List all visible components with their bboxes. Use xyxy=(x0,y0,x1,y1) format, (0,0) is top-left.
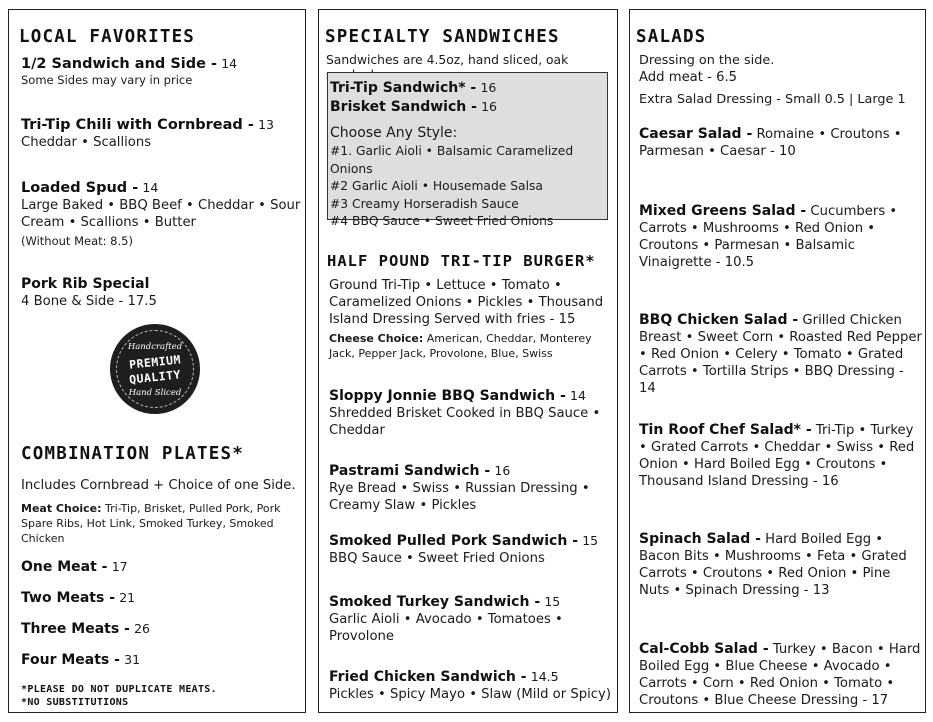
tritip-sandwich-name: Tri-Tip Sandwich* - xyxy=(330,80,477,96)
mixed-greens-desc: Cucumbers • Carrots • Mushrooms • Red Onion • Croutons • Parmesan • Balsamic Vinaigrette - 10.5 xyxy=(639,204,898,270)
rib-name: Pork Rib Special xyxy=(21,276,150,292)
style-title: Choose Any Style: xyxy=(330,125,458,141)
cobb-salad-desc: Turkey • Bacon • Hard Boiled Egg • Blue Cheese • Avocado • Carrots • Corn • Red Onion • Tomato • Croutons • Blue Cheese Dressing - 17 xyxy=(639,642,921,708)
spinach-salad-desc: Hard Boiled Egg • Bacon Bits • Mushrooms • Feta • Grated Carrots • Croutons • Red Onion • Pine Nuts • Spinach Dressing - 13 xyxy=(639,532,907,598)
combo-note-duplicate: *PLEASE DO NOT DUPLICATE MEATS. xyxy=(21,684,217,695)
pastrami-item xyxy=(329,462,613,514)
chili-name: Tri-Tip Chili with Cornbread - xyxy=(21,117,254,133)
pastrami-desc: Rye Bread • Swiss • Russian Dressing • Creamy Slaw • Pickles xyxy=(329,481,590,513)
burger-heading: HALF POUND TRI-TIP BURGER* xyxy=(327,252,596,270)
bbq-chicken-salad-item xyxy=(639,312,923,397)
combo-notes xyxy=(21,683,217,709)
pulled-pork-price: 15 xyxy=(582,533,599,548)
three-meats-name: Three Meats - xyxy=(21,621,130,637)
chili-price: 13 xyxy=(258,117,274,132)
four-meats-price: 31 xyxy=(124,652,141,667)
sloppy-item xyxy=(329,387,613,439)
fried-chicken-item xyxy=(329,668,613,703)
style-option-4: #4 BBQ Sauce • Sweet Fried Onions xyxy=(330,214,554,228)
caesar-salad-desc: Romaine • Croutons • Parmesan • Caesar - 10 xyxy=(639,127,902,159)
spinach-salad-name: Spinach Salad - xyxy=(639,531,761,547)
salads-dressing-note: Dressing on the side. xyxy=(639,53,775,68)
chef-salad-item xyxy=(639,422,921,490)
brisket-sandwich-name: Brisket Sandwich - xyxy=(330,99,477,115)
one-meat-item xyxy=(21,558,128,576)
salads-extra-dressing: Extra Salad Dressing - Small 0.5 | Large 1 xyxy=(639,92,906,107)
meat-choice xyxy=(21,501,303,546)
spud-desc: Large Baked • BBQ Beef • Cheddar • Sour Cream • Scallions • Butter xyxy=(21,198,301,230)
chef-salad-desc: Tri-Tip • Turkey • Grated Carrots • Cheddar • Swiss • Red Onion • Hard Boiled Egg • Croutons • Thousand Island Dressing - 16 xyxy=(639,423,915,489)
turkey-sandwich-desc: Garlic Aioli • Avocado • Tomatoes • Provolone xyxy=(329,612,563,644)
bbq-chicken-salad-name: BBQ Chicken Salad - xyxy=(639,312,799,328)
cheese-choice-list: American, Cheddar, Monterey Jack, Pepper Jack, Provolone, Blue, Swiss xyxy=(329,332,592,360)
badge-line1: Handcrafted xyxy=(127,342,183,352)
chef-salad-name: Tin Roof Chef Salad* - xyxy=(639,422,812,438)
salads-heading: SALADS xyxy=(636,27,707,47)
pastrami-price: 16 xyxy=(494,463,511,478)
burger-cheese xyxy=(329,331,613,361)
fried-chicken-desc: Pickles • Spicy Mayo • Slaw (Mild or Spicy) xyxy=(329,687,611,702)
style-option-2: #2 Garlic Aioli • Housemade Salsa xyxy=(330,179,543,193)
bbq-chicken-salad-desc: Grilled Chicken Breast • Sweet Corn • Roasted Red Pepper • Red Onion • Celery • Tomato • Grated Carrots • Tortilla Strips • BBQ Dressing - 14 xyxy=(639,313,922,396)
meat-choice-list: Tri-Tip, Brisket, Pulled Pork, Pork Spare Ribs, Hot Link, Smoked Turkey, Smoked Chicken xyxy=(21,502,281,545)
style-list xyxy=(330,143,606,231)
burger-desc: Ground Tri-Tip • Lettuce • Tomato • Caramelized Onions • Pickles • Thousand Island Dressing Served with fries - 15 xyxy=(329,278,604,327)
cheese-choice-label: Cheese Choice: xyxy=(329,332,424,345)
tritip-sandwich-price: 16 xyxy=(480,80,497,95)
sandwiches-column xyxy=(318,9,618,713)
local-favorites-column xyxy=(8,9,306,713)
three-meats-item xyxy=(21,620,150,638)
combo-note-substitutions: *NO SUBSTITUTIONS xyxy=(21,697,129,708)
badge-line4: Hand Sliced xyxy=(128,388,182,398)
tritip-sandwich-item xyxy=(330,79,606,97)
sloppy-desc: Shredded Brisket Cooked in BBQ Sauce • Cheddar xyxy=(329,406,601,438)
one-meat-price: 17 xyxy=(111,559,128,574)
one-meat-name: One Meat - xyxy=(21,559,108,575)
specialty-subtitle: Sandwiches are 4.5oz, hand sliced, oak xyxy=(326,53,569,67)
half-sandwich-item xyxy=(21,55,301,88)
rib-desc: 4 Bone & Side - 17.5 xyxy=(21,294,157,309)
cobb-salad-item xyxy=(639,641,923,709)
combination-plates-heading: COMBINATION PLATES* xyxy=(21,444,244,464)
two-meats-item xyxy=(21,589,135,607)
pulled-pork-name: Smoked Pulled Pork Sandwich - xyxy=(329,533,578,549)
spud-price: 14 xyxy=(142,180,159,195)
salads-add-meat: Add meat - 6.5 xyxy=(639,70,738,85)
two-meats-price: 21 xyxy=(119,590,136,605)
four-meats-name: Four Meats - xyxy=(21,652,120,668)
mixed-greens-item xyxy=(639,203,921,271)
badge-line2: PREMIUM xyxy=(128,352,182,372)
brisket-sandwich-price: 16 xyxy=(481,99,498,114)
pastrami-name: Pastrami Sandwich - xyxy=(329,463,491,479)
turkey-sandwich-price: 15 xyxy=(544,594,561,609)
half-sandwich-name: 1/2 Sandwich and Side - xyxy=(21,56,218,72)
spud-item xyxy=(21,179,301,249)
sloppy-price: 14 xyxy=(570,388,586,403)
cobb-salad-name: Cal-Cobb Salad - xyxy=(639,641,769,657)
half-sandwich-price: 14 xyxy=(221,56,238,71)
sloppy-name: Sloppy Jonnie BBQ Sandwich - xyxy=(329,388,566,404)
turkey-sandwich-name: Smoked Turkey Sandwich - xyxy=(329,594,541,610)
chili-item xyxy=(21,116,301,151)
pulled-pork-desc: BBQ Sauce • Sweet Fried Onions xyxy=(329,551,545,566)
two-meats-name: Two Meats - xyxy=(21,590,116,606)
brisket-sandwich-item xyxy=(330,98,606,116)
meat-choice-label: Meat Choice: xyxy=(21,502,102,515)
three-meats-price: 26 xyxy=(134,621,150,636)
caesar-salad-name: Caesar Salad - xyxy=(639,126,753,142)
mixed-greens-name: Mixed Greens Salad - xyxy=(639,203,807,219)
chili-desc: Cheddar • Scallions xyxy=(21,135,152,150)
local-favorites-heading: LOCAL FAVORITES xyxy=(19,27,196,47)
specialty-sandwiches-heading: SPECIALTY SANDWICHES xyxy=(325,27,560,47)
turkey-sandwich-item xyxy=(329,593,613,645)
badge-line3: QUALITY xyxy=(128,367,182,387)
fried-chicken-name: Fried Chicken Sandwich - xyxy=(329,669,527,685)
half-sandwich-desc: Some Sides may vary in price xyxy=(21,73,193,87)
style-option-1: #1. Garlic Aioli • Balsamic Caramelized Onions xyxy=(330,144,574,176)
specialty-options-box xyxy=(327,72,608,228)
four-meats-item xyxy=(21,651,140,669)
caesar-salad-item xyxy=(639,126,921,160)
spud-name: Loaded Spud - xyxy=(21,180,139,196)
spud-note: (Without Meat: 8.5) xyxy=(21,234,133,248)
pulled-pork-item xyxy=(329,532,613,567)
premium-quality-badge xyxy=(110,324,200,414)
style-option-3: #3 Creamy Horseradish Sauce xyxy=(330,196,519,211)
rib-item xyxy=(21,276,301,310)
fried-chicken-price: 14.5 xyxy=(530,669,559,684)
combo-intro: Includes Cornbread + Choice of one Side. xyxy=(21,478,296,493)
spinach-salad-item xyxy=(639,531,923,599)
salads-column xyxy=(629,9,926,713)
